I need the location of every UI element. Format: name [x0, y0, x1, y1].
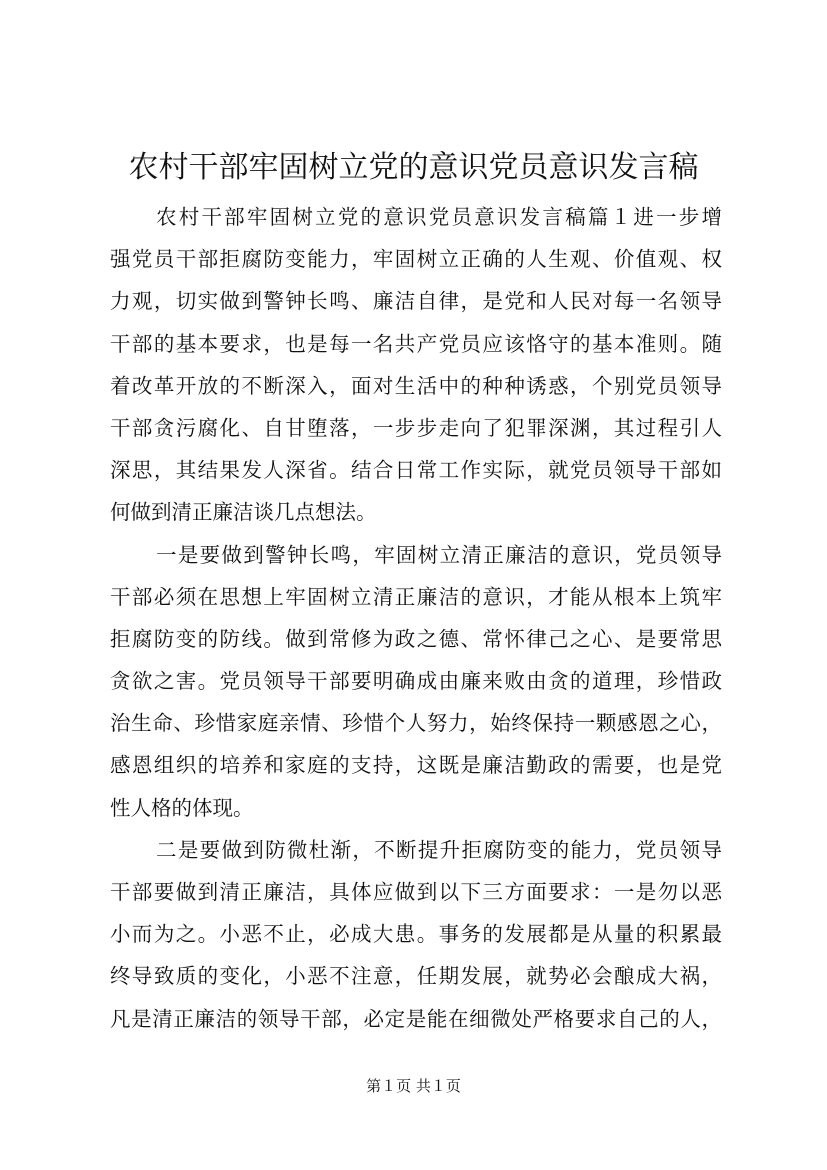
- paragraph-3: [110, 829, 722, 1040]
- text-line: 着改革开放的不断深入，面对生活中的种种诱惑，个别党员领导: [110, 373, 722, 398]
- text-line: 干部必须在思想上牢固树立清正廉洁的意识，才能从根本上筑牢: [110, 584, 722, 609]
- text-line: 深思，其结果发人深省。结合日常工作实际，就党员领导干部如: [110, 458, 722, 483]
- text-line: 强党员干部拒腐防变能力，牢固树立正确的人生观、价值观、权: [110, 247, 722, 272]
- text-line: 干部的基本要求，也是每一名共产党员应该恪守的基本准则。随: [110, 331, 722, 356]
- text-line: 何做到清正廉洁谈几点想法。: [110, 500, 377, 525]
- text-line: 干部要做到清正廉洁，具体应做到以下三方面要求：一是勿以恶: [110, 880, 722, 904]
- text-line: 拒腐防变的防线。做到常修为政之德、常怀律己之心、是要常思: [110, 626, 722, 651]
- document-title: 农村干部牢固树立党的意识党员意识发言稿: [128, 150, 699, 185]
- text-line: 治生命、珍惜家庭亲情、珍惜个人努力，始终保持一颗感恩之心，: [110, 711, 722, 736]
- text-line: 农村干部牢固树立党的意识党员意识发言稿篇１进一步增: [156, 205, 722, 229]
- paragraph-2: [110, 534, 722, 829]
- paragraph-1: [110, 196, 722, 534]
- text-line: 力观，切实做到警钟长鸣、廉洁自律，是党和人民对每一名领导: [110, 289, 722, 314]
- text-line: 感恩组织的培养和家庭的支持，这既是廉洁勤政的需要，也是党: [110, 753, 722, 778]
- text-line: 一是要做到警钟长鸣，牢固树立清正廉洁的意识，党员领导: [156, 542, 722, 567]
- text-line: 小而为之。小恶不止，必成大患。事务的发展都是从量的积累最: [110, 922, 722, 947]
- text-line: 二是要做到防微杜渐，不断提升拒腐防变的能力，党员领导: [156, 837, 722, 862]
- text-line: 性人格的体现。: [110, 795, 254, 820]
- document-body: [110, 196, 722, 1040]
- text-line: 终导致质的变化，小恶不注意，任期发展，就势必会酿成大祸，: [110, 964, 722, 989]
- text-line: 凡是清正廉洁的领导干部，必定是能在细微处严格要求自己的人，: [110, 1006, 722, 1031]
- page-number-footer: 第１页 共１页: [366, 1077, 461, 1095]
- text-line: 干部贪污腐化、自甘堕落，一步步走向了犯罪深渊，其过程引人: [110, 415, 722, 440]
- text-line: 贪欲之害。党员领导干部要明确成由廉来败由贪的道理，珍惜政: [110, 669, 722, 694]
